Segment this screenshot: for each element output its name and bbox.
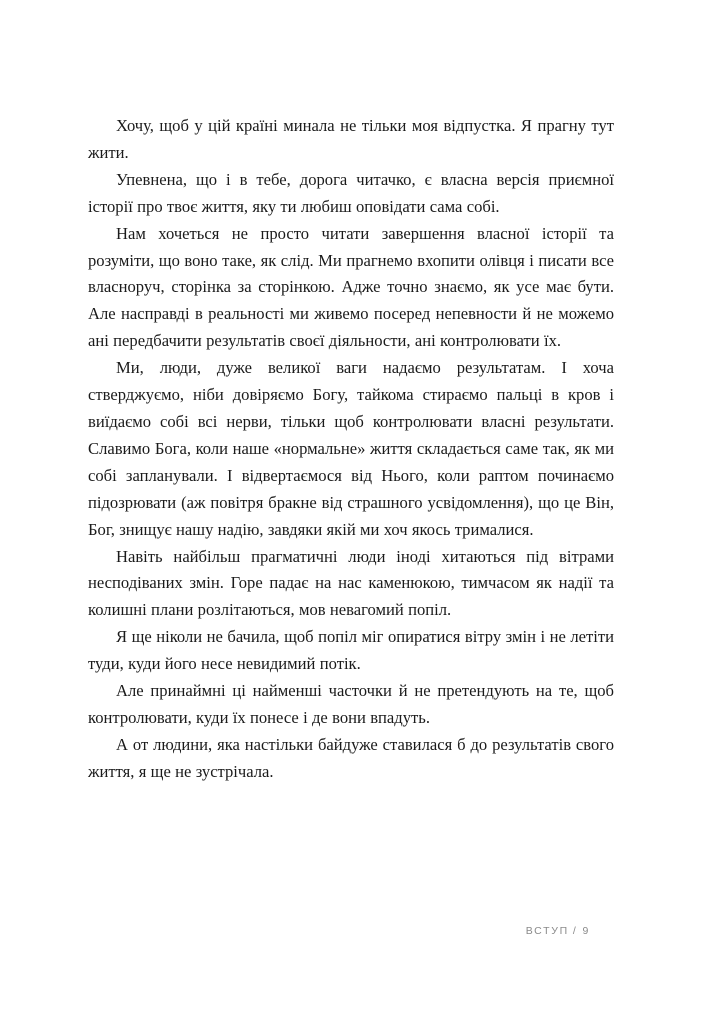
paragraph: Хочу, щоб у цій країні минала не тільки моя відпустка. Я прагну тут жити. xyxy=(88,116,614,162)
paragraph: Упевнена, що і в тебе, дорога читачко, є власна версія приємної історії про твоє життя, яку ти любиш оповідати сама собі. xyxy=(88,169,614,216)
paragraph: Нам хочеться не просто читати завершення власної історії та розуміти, що воно таке, як слід. Ми прагнемо вхопити олівця і писати все власноруч, сторінка за сторінкою. Адже точно знаємо, як усе має бути. Але насправді в реальності ми живемо посеред непевности й не можемо ані передбачити результатів своєї діяльности, ані контролювати їх. xyxy=(88,223,614,351)
footer-page-number: 9 xyxy=(582,925,590,937)
footer-separator: / xyxy=(572,925,578,937)
footer-chapter-label: ВСТУП xyxy=(525,925,569,937)
paragraph: Навіть найбільш прагматичні люди іноді хитаються під вітрами несподіваних змін. Горе падає на нас каменюкою, тимчасом як надії та колишні плани розлітаються, мов невагомий попіл. xyxy=(88,546,614,620)
paragraph: Я ще ніколи не бачила, щоб попіл міг опиратися вітру змін і не летіти туди, куди його несе невидимий потік. xyxy=(88,627,614,674)
paragraph: А от людини, яка настільки байдуже ставилася б до результатів свого життя, я ще не зустрічала. xyxy=(88,734,614,781)
body-text-column xyxy=(88,113,614,786)
paragraph: Але принаймні ці найменші часточки й не претендують на те, щоб контролювати, куди їх понесе і де вони впадуть. xyxy=(88,681,614,727)
page-footer xyxy=(88,925,590,937)
paragraph: Ми, люди, дуже великої ваги надаємо результатам. І хоча стверджуємо, ніби довіряємо Богу, тайкома стираємо пальці в кров і виїдаємо собі всі нерви, тільки щоб контролювати власні результати. Славимо Бога, коли наше «нормальне» життя складається саме так, як ми собі запланували. І відвертаємося від Нього, коли раптом починаємо підозрювати (аж повітря бракне від страшного усвідомлення), що це Він, Бог, знищує нашу надію, завдяки якій ми хоч якось трималися. xyxy=(88,358,614,539)
